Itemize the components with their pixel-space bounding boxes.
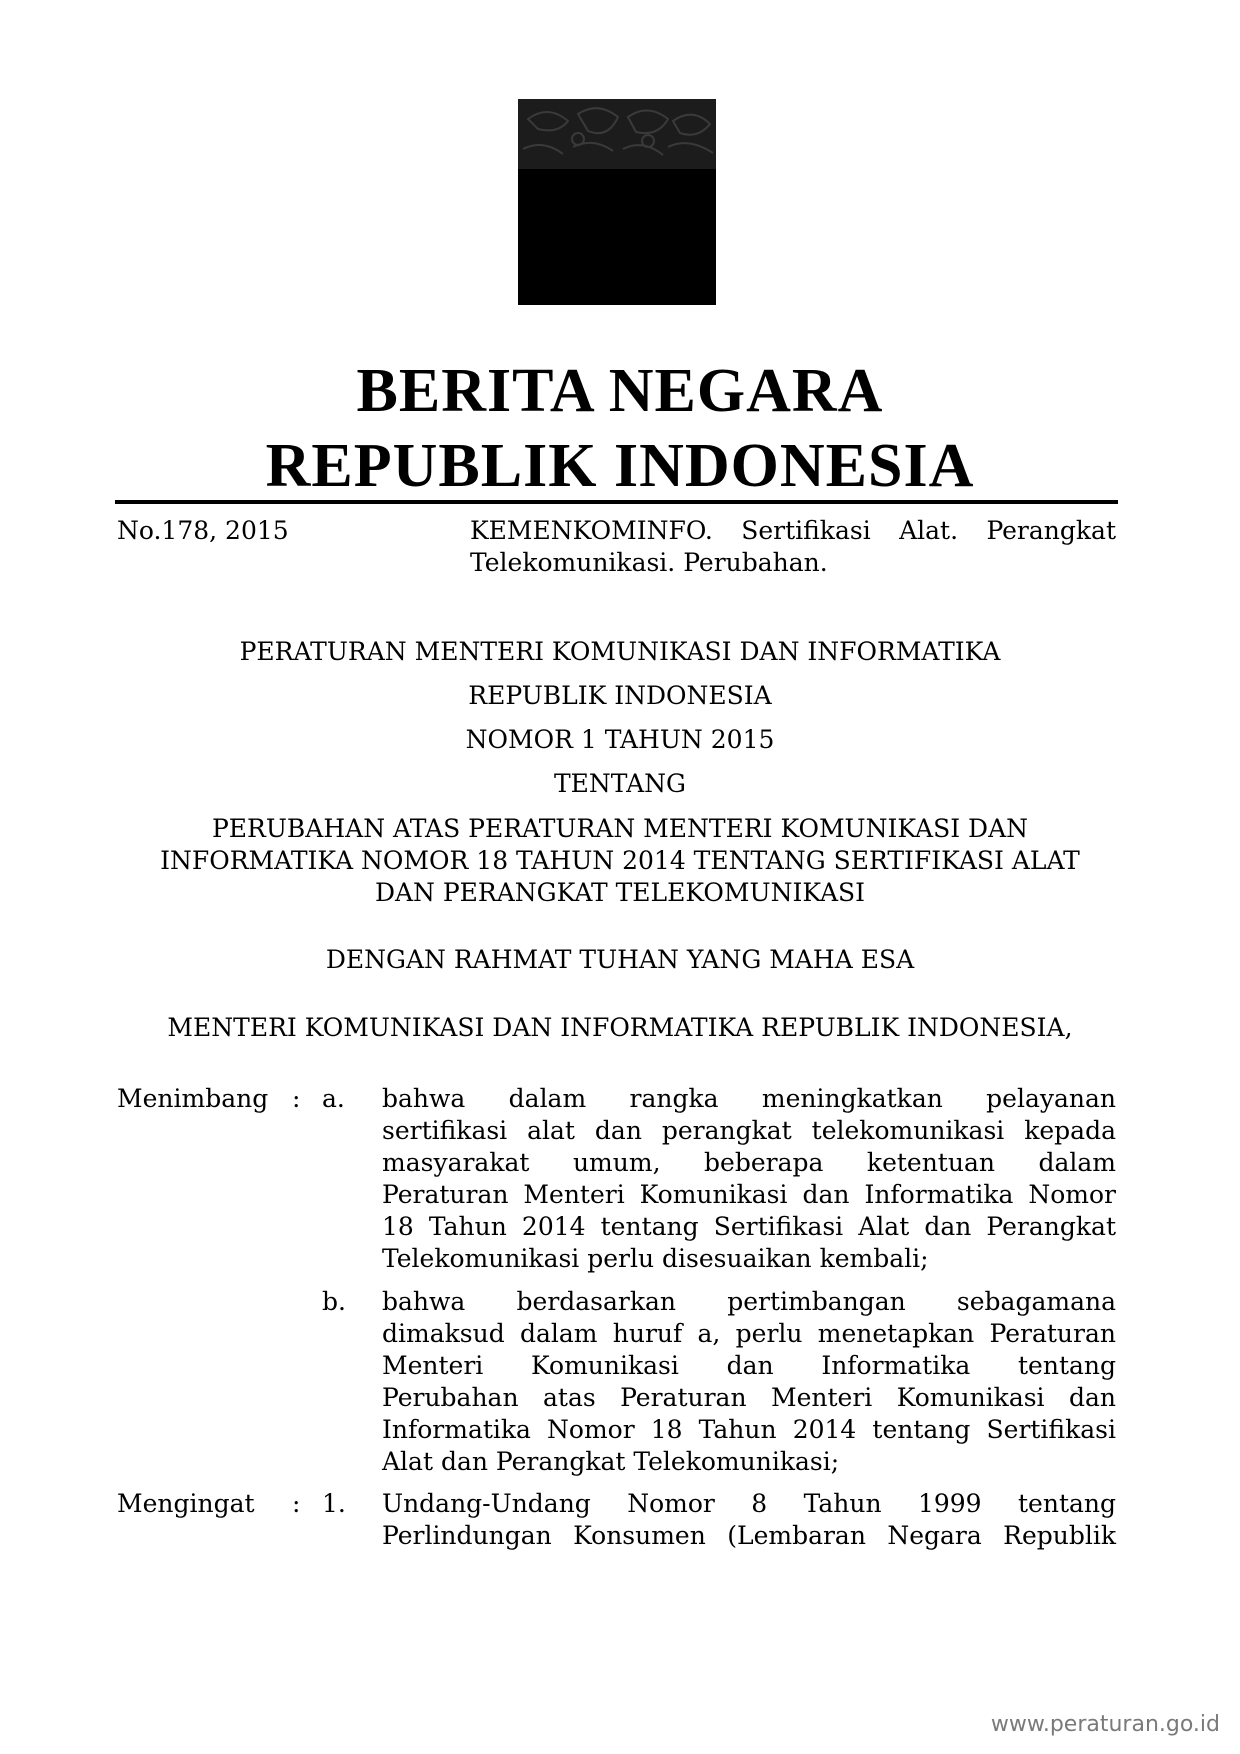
mengingat-colon: : [292, 1489, 301, 1518]
regulation-number: NOMOR 1 TAHUN 2015 [465, 725, 775, 754]
body-line: Undang-Undang Nomor 8 Tahun 1999 tentang [382, 1489, 1116, 1518]
masthead-title: BERITA NEGARA [356, 357, 884, 425]
menimbang-colon: : [292, 1084, 301, 1113]
item-marker: b. [322, 1287, 346, 1316]
body-line: Telekomunikasi perlu disesuaikan kembali; [382, 1244, 929, 1273]
body-line: Menteri Komunikasi dan Informatika tentang [382, 1351, 1116, 1380]
regulation-topic-line: INFORMATIKA NOMOR 18 TAHUN 2014 TENTANG SERTIFIKASI ALAT [160, 846, 1080, 875]
mengingat-label: Mengingat [117, 1489, 255, 1518]
garuda-emblem-icon [518, 99, 716, 305]
body-line: Peraturan Menteri Komunikasi dan Informatika Nomor [382, 1180, 1116, 1209]
item-marker: 1. [322, 1489, 346, 1518]
body-line: bahwa berdasarkan pertimbangan sebagamana [382, 1287, 1116, 1316]
body-line: sertifikasi alat dan perangkat telekomunikasi kepada [382, 1116, 1116, 1145]
issuer: MENTERI KOMUNIKASI DAN INFORMATIKA REPUBLIK INDONESIA, [167, 1013, 1073, 1042]
invocation: DENGAN RAHMAT TUHAN YANG MAHA ESA [325, 945, 915, 974]
gazette-number: No.178, 2015 [117, 516, 289, 545]
masthead-subtitle: REPUBLIK INDONESIA [265, 432, 975, 500]
regulation-country: REPUBLIK INDONESIA [468, 681, 772, 710]
body-line: masyarakat umum, beberapa ketentuan dalam [382, 1148, 1116, 1177]
subject-line: Telekomunikasi. Perubahan. [470, 548, 828, 577]
body-line: dimaksud dalam huruf a, perlu menetapkan Peraturan [382, 1319, 1116, 1348]
regulation-topic-line: DAN PERANGKAT TELEKOMUNIKASI [374, 878, 866, 907]
body-line: Alat dan Perangkat Telekomunikasi; [382, 1447, 840, 1476]
body-line: bahwa dalam rangka meningkatkan pelayanan [382, 1084, 1116, 1113]
body-line: Perlindungan Konsumen (Lembaran Negara Republik [382, 1521, 1116, 1550]
body-line: Perubahan atas Peraturan Menteri Komunikasi dan [382, 1383, 1116, 1412]
menimbang-item-b [382, 1286, 1116, 1478]
gazette-subject [470, 515, 1116, 579]
menimbang-item-a [382, 1083, 1116, 1275]
subject-line: KEMENKOMINFO. Sertifikasi Alat. Perangkat [470, 516, 1116, 545]
body-line: 18 Tahun 2014 tentang Sertifikasi Alat dan Perangkat [382, 1212, 1116, 1241]
regulation-tentang: TENTANG [553, 769, 686, 798]
regulation-topic-line: PERUBAHAN ATAS PERATURAN MENTERI KOMUNIKASI DAN [211, 814, 1029, 843]
regulation-title: PERATURAN MENTERI KOMUNIKASI DAN INFORMATIKA [239, 637, 1001, 666]
body-line: Informatika Nomor 18 Tahun 2014 tentang Sertifikasi [382, 1415, 1116, 1444]
mengingat-item-1 [382, 1488, 1116, 1552]
item-marker: a. [322, 1084, 345, 1113]
masthead-divider [115, 500, 1118, 504]
menimbang-label: Menimbang [117, 1084, 269, 1113]
footer-url: www.peraturan.go.id [990, 1712, 1220, 1737]
